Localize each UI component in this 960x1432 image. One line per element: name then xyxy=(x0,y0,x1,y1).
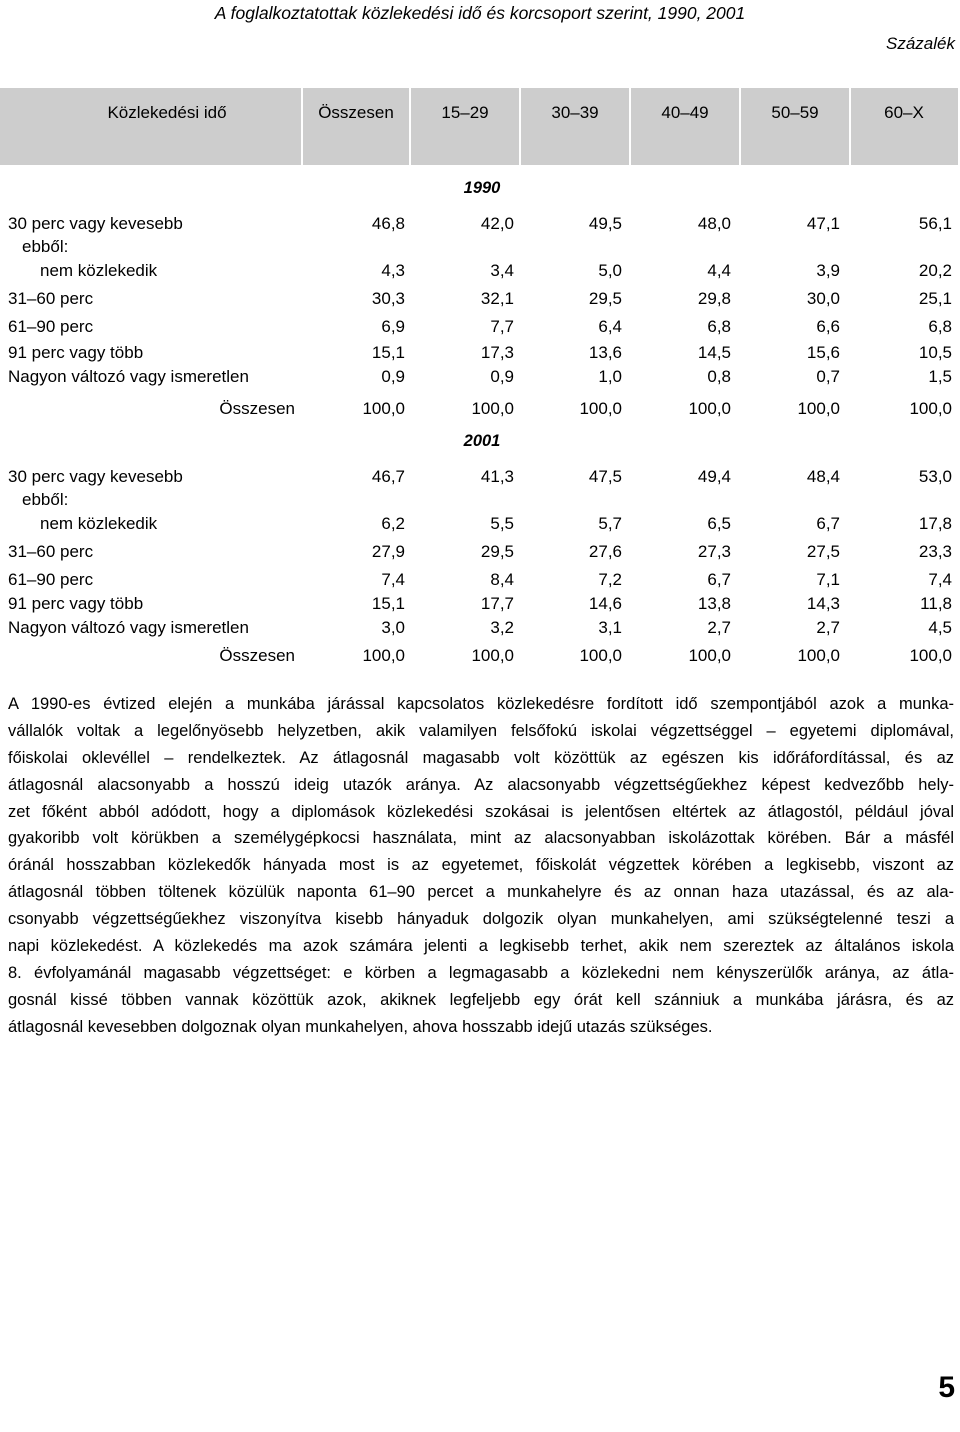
unit-label: Százalék xyxy=(886,34,955,53)
cell-value: 32,1 xyxy=(480,289,514,308)
cell-value: 14,3 xyxy=(806,594,840,613)
header-divider xyxy=(739,88,741,165)
table-row xyxy=(0,542,960,562)
header-age-40-49: 40–49 xyxy=(661,103,709,122)
cell-value: 27,3 xyxy=(697,542,731,561)
header-total: Összesen xyxy=(318,103,394,122)
cell-value: 7,4 xyxy=(381,570,405,589)
table-row xyxy=(0,594,960,614)
cell-value: 41,3 xyxy=(480,467,514,486)
header-age-30-39: 30–39 xyxy=(551,103,599,122)
paragraph-line: átlagosnál alacsonyabb a hosszú ideig utazók aránya. Az alacsonyabb végzettségűekhez képest kedvezőbb hely- xyxy=(8,775,954,794)
row-label: 31–60 perc xyxy=(8,542,94,561)
cell-value: 46,8 xyxy=(371,214,405,233)
cell-value: 29,8 xyxy=(697,289,731,308)
cell-value: 100,0 xyxy=(471,399,514,418)
cell-value: 27,5 xyxy=(806,542,840,561)
cell-value: 3,4 xyxy=(490,261,514,280)
cell-value: 23,3 xyxy=(918,542,952,561)
cell-value: 42,0 xyxy=(480,214,514,233)
cell-value: 1,0 xyxy=(598,367,622,386)
paragraph-line: gosnál kissé többen vannak közöttük azok, akiknek legfeljebb egy órát kell szánniuk a munkába járásra, és az xyxy=(8,990,954,1009)
body-paragraph xyxy=(8,691,954,1041)
cell-value: 2,7 xyxy=(816,618,840,637)
cell-value: 3,0 xyxy=(381,618,405,637)
cell-value: 6,9 xyxy=(381,317,405,336)
cell-value: 30,3 xyxy=(371,289,405,308)
cell-value: 20,2 xyxy=(918,261,952,280)
cell-value: 100,0 xyxy=(688,646,731,665)
cell-value: 49,4 xyxy=(697,467,731,486)
table-row xyxy=(0,289,960,309)
row-label: 91 perc vagy több xyxy=(8,343,144,362)
cell-value: 100,0 xyxy=(579,646,622,665)
section-year: 1990 xyxy=(463,179,501,197)
cell-value: 17,8 xyxy=(918,514,952,533)
cell-value: 15,6 xyxy=(806,343,840,362)
cell-value: 7,2 xyxy=(598,570,622,589)
cell-value: 6,5 xyxy=(707,514,731,533)
header-divider xyxy=(629,88,631,165)
cell-value: 46,7 xyxy=(371,467,405,486)
table-row xyxy=(0,618,960,638)
cell-value: 15,1 xyxy=(371,343,405,362)
table-row xyxy=(0,261,960,281)
header-age-60-x: 60–X xyxy=(884,103,924,122)
paragraph-line: A 1990-es évtized elején a munkába járással kapcsolatos közlekedésre fordított idő szempontjából azok a munka- xyxy=(8,695,954,713)
table-row xyxy=(0,570,960,590)
table-row xyxy=(0,514,960,534)
paragraph-line: csonyabb végzettségűekhez viszonyítva kisebb hányaduk dolgozik olyan munkahelyen, ami szükségtelenné teszi a xyxy=(8,910,954,929)
paragraph-line: átlagosnál kevesebben dolgoznak olyan munkahelyen, ahova hosszabb idejű utazás szükséges. xyxy=(8,1017,713,1036)
cell-value: 27,9 xyxy=(371,542,405,561)
cell-value: 7,7 xyxy=(490,317,514,336)
cell-value: 17,7 xyxy=(480,594,514,613)
row-label: Nagyon változó vagy ismeretlen xyxy=(8,367,249,386)
paragraph-line: 8. évfolyamánál magasabb végzettséget: e körben a legmagasabb a közlekedni nem kényszerülők aránya, az átla- xyxy=(8,963,954,982)
cell-value: 14,5 xyxy=(697,343,731,362)
cell-value: 13,6 xyxy=(588,343,622,362)
cell-value: 6,6 xyxy=(816,317,840,336)
cell-value: 5,5 xyxy=(490,514,514,533)
cell-value: 4,4 xyxy=(707,261,731,280)
cell-value: 48,0 xyxy=(697,214,731,233)
cell-value: 6,4 xyxy=(598,317,622,336)
table-row xyxy=(0,467,960,487)
row-label: nem közlekedik xyxy=(40,514,158,533)
cell-value: 100,0 xyxy=(579,399,622,418)
row-label: 30 perc vagy kevesebb xyxy=(8,214,183,233)
row-label: ebből: xyxy=(22,237,69,256)
cell-value: 100,0 xyxy=(909,646,952,665)
cell-value: 5,7 xyxy=(598,514,622,533)
row-label: 91 perc vagy több xyxy=(8,594,144,613)
table-row xyxy=(0,237,960,257)
paragraph-line: zet főként abból adódott, hogy a diplomások közlekedési szokásai is jelentősen eltértek az átlagostól, például jóval xyxy=(8,802,954,821)
paragraph-line: gyakoribb volt körükben a személygépkocsi használata, mint az alacsonyabban iskolázottak körében. Bár a másfél xyxy=(8,829,954,848)
paragraph-line: vállalók voltak a legelőnyösebb helyzetben, akik valamilyen felsőfokú iskolai végzettséggel – egyetemi diplomával, xyxy=(8,721,954,740)
table-header xyxy=(0,88,958,165)
cell-value: 100,0 xyxy=(797,399,840,418)
table-title: A foglalkoztatottak közlekedési idő és korcsoport szerint, 1990, 2001 xyxy=(214,3,746,23)
cell-value: 30,0 xyxy=(806,289,840,308)
cell-value: 25,1 xyxy=(918,289,952,308)
cell-value: 8,4 xyxy=(490,570,514,589)
cell-value: 6,2 xyxy=(381,514,405,533)
cell-value: 49,5 xyxy=(588,214,622,233)
cell-value: 5,0 xyxy=(598,261,622,280)
cell-value: 7,1 xyxy=(816,570,840,589)
table-row xyxy=(0,214,960,234)
cell-value: 100,0 xyxy=(688,399,731,418)
cell-value: 56,1 xyxy=(918,214,952,233)
row-label: nem közlekedik xyxy=(40,261,158,280)
cell-value: 100,0 xyxy=(909,399,952,418)
paragraph-line: napi közlekedést. A közlekedés ma azok számára jelenti a legkisebb terhet, akik nem szereztek az általános iskola xyxy=(8,937,954,956)
header-travel-time: Közlekedési idő xyxy=(107,103,227,122)
cell-value: 47,1 xyxy=(806,214,840,233)
cell-value: 29,5 xyxy=(480,542,514,561)
table-row xyxy=(0,399,960,419)
cell-value: 100,0 xyxy=(471,646,514,665)
table-row xyxy=(0,317,960,337)
cell-value: 6,8 xyxy=(707,317,731,336)
cell-value: 14,6 xyxy=(588,594,622,613)
cell-value: 6,7 xyxy=(816,514,840,533)
cell-value: 47,5 xyxy=(588,467,622,486)
cell-value: 27,6 xyxy=(588,542,622,561)
cell-value: 10,5 xyxy=(918,343,952,362)
cell-value: 100,0 xyxy=(362,646,405,665)
table-row xyxy=(0,343,960,363)
cell-value: 4,5 xyxy=(928,618,952,637)
header-divider xyxy=(849,88,851,165)
row-label: 61–90 perc xyxy=(8,317,94,336)
paragraph-line: átlagosnál többen töltenek közülük naponta 61–90 percet a munkahelyre és az onnan haza utazással, és az ala- xyxy=(8,883,954,902)
cell-value: 0,9 xyxy=(381,367,405,386)
row-label: 30 perc vagy kevesebb xyxy=(8,467,183,486)
cell-value: 29,5 xyxy=(588,289,622,308)
row-label: Nagyon változó vagy ismeretlen xyxy=(8,618,249,637)
cell-value: 0,8 xyxy=(707,367,731,386)
paragraph-line: óránál hosszabban közlekedők hányada most is az egyetemet, főiskolát végzettek körében a legkisebb, viszont az xyxy=(8,856,954,875)
cell-value: 48,4 xyxy=(806,467,840,486)
row-label: 31–60 perc xyxy=(8,289,94,308)
cell-value: 15,1 xyxy=(371,594,405,613)
cell-value: 6,7 xyxy=(707,570,731,589)
table-row xyxy=(0,646,960,666)
cell-value: 17,3 xyxy=(480,343,514,362)
row-label: ebből: xyxy=(22,490,69,509)
cell-value: 13,8 xyxy=(697,594,731,613)
cell-value: 3,9 xyxy=(816,261,840,280)
header-age-50-59: 50–59 xyxy=(771,103,819,122)
cell-value: 1,5 xyxy=(928,367,952,386)
header-divider xyxy=(519,88,521,165)
page-number: 5 xyxy=(938,1371,955,1404)
row-label: Összesen xyxy=(219,646,295,665)
cell-value: 4,3 xyxy=(381,261,405,280)
cell-value: 7,4 xyxy=(928,570,952,589)
cell-value: 0,7 xyxy=(816,367,840,386)
header-age-15-29: 15–29 xyxy=(441,103,489,122)
cell-value: 3,2 xyxy=(490,618,514,637)
header-divider xyxy=(301,88,303,165)
cell-value: 11,8 xyxy=(920,594,952,613)
table-row xyxy=(0,367,960,387)
cell-value: 2,7 xyxy=(707,618,731,637)
header-divider xyxy=(409,88,411,165)
cell-value: 100,0 xyxy=(362,399,405,418)
cell-value: 6,8 xyxy=(928,317,952,336)
paragraph-line: főiskolai oklevéllel – rendelkeztek. Az átlagosnál magasabb volt közöttük az egészen kis időráfordítással, és az xyxy=(8,748,954,767)
cell-value: 100,0 xyxy=(797,646,840,665)
cell-value: 3,1 xyxy=(598,618,622,637)
cell-value: 0,9 xyxy=(490,367,514,386)
section-year: 2001 xyxy=(463,432,501,450)
row-label: 61–90 perc xyxy=(8,570,94,589)
cell-value: 53,0 xyxy=(918,467,952,486)
row-label: Összesen xyxy=(219,399,295,418)
table-row xyxy=(0,490,960,510)
